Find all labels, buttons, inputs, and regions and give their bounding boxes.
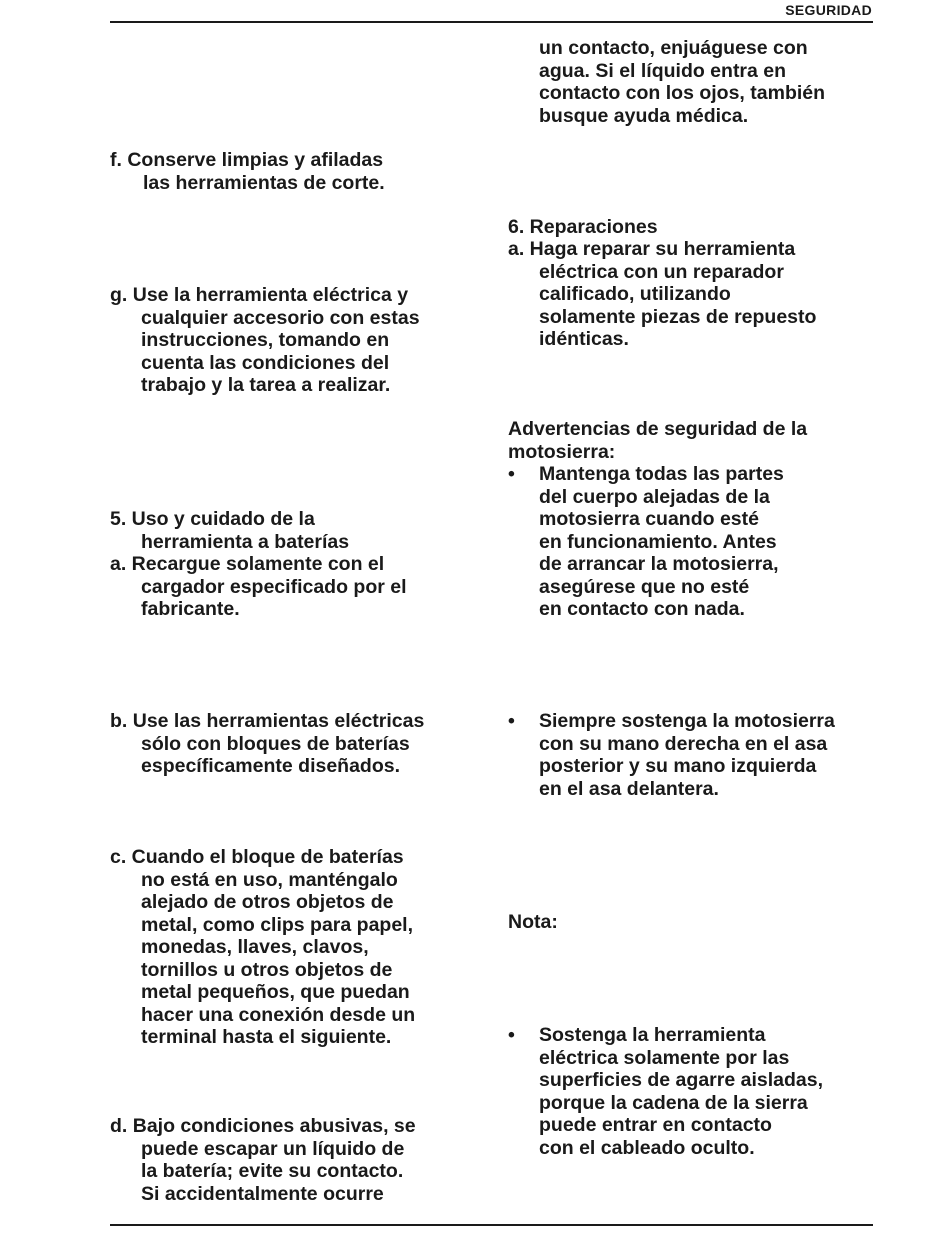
top-rule [110, 21, 873, 23]
bullet-2-text: Siempre sostenga la motosierra con su mano derecha en el asa posterior y su mano izquierda en el asa delantera. [539, 710, 835, 800]
item-f: f. Conserve limpias y afiladas las herramientas de corte. [110, 149, 385, 194]
bullet-3-marker: • [508, 1024, 515, 1046]
item-5d: d. Bajo condiciones abusivas, se puede escapar un líquido de la batería; evite su contacto. Si accidentalmente ocurre [110, 1115, 416, 1205]
bottom-rule [110, 1224, 873, 1226]
bullet-1-text: Mantenga todas las partes del cuerpo alejadas de la motosierra cuando esté en funcionamiento. Antes de arrancar la motosierra, asegúrese que no esté en contacto con nada. [539, 463, 784, 620]
bullet-2 [508, 710, 873, 805]
item-5c: c. Cuando el bloque de baterías no está en uso, manténgalo alejado de otros objetos de metal, como clips para papel, monedas, llaves, clavos, tornillos u otros objetos de metal pequeños, que puedan hacer una conexión desde un terminal hasta el siguiente. [110, 846, 416, 1048]
section-5-title: 5. Uso y cuidado de la herramienta a baterías [110, 508, 350, 553]
warnings-title: Advertencias de seguridad de la motosierra: [508, 418, 808, 463]
note-label: Nota: [508, 911, 558, 933]
item-g: g. Use la herramienta eléctrica y cualquier accesorio con estas instrucciones, tomando en cuenta las condiciones del trabajo y la tarea a realizar. [110, 284, 420, 396]
continued-text: un contacto, enjuáguese con agua. Si el líquido entra en contacto con los ojos, también busque ayuda médica. [539, 37, 826, 127]
bullet-2-marker: • [508, 710, 515, 732]
section-header: SEGURIDAD [785, 2, 872, 18]
item-5a: a. Recargue solamente con el cargador especificado por el fabricante. [110, 553, 407, 620]
section-6-title: 6. Reparaciones [508, 216, 658, 238]
bullet-3-text: Sostenga la herramienta eléctrica solamente por las superficies de agarre aisladas, porque la cadena de la sierra puede entrar en contacto con el cableado oculto. [539, 1024, 823, 1159]
bullet-1 [508, 463, 873, 623]
item-6a: a. Haga reparar su herramienta eléctrica con un reparador calificado, utilizando solamente piezas de repuesto idénticas. [508, 238, 817, 350]
bullet-1-marker: • [508, 463, 515, 485]
item-5b: b. Use las herramientas eléctricas sólo con bloques de baterías específicamente diseñados. [110, 710, 425, 777]
bullet-3 [508, 1024, 873, 1164]
